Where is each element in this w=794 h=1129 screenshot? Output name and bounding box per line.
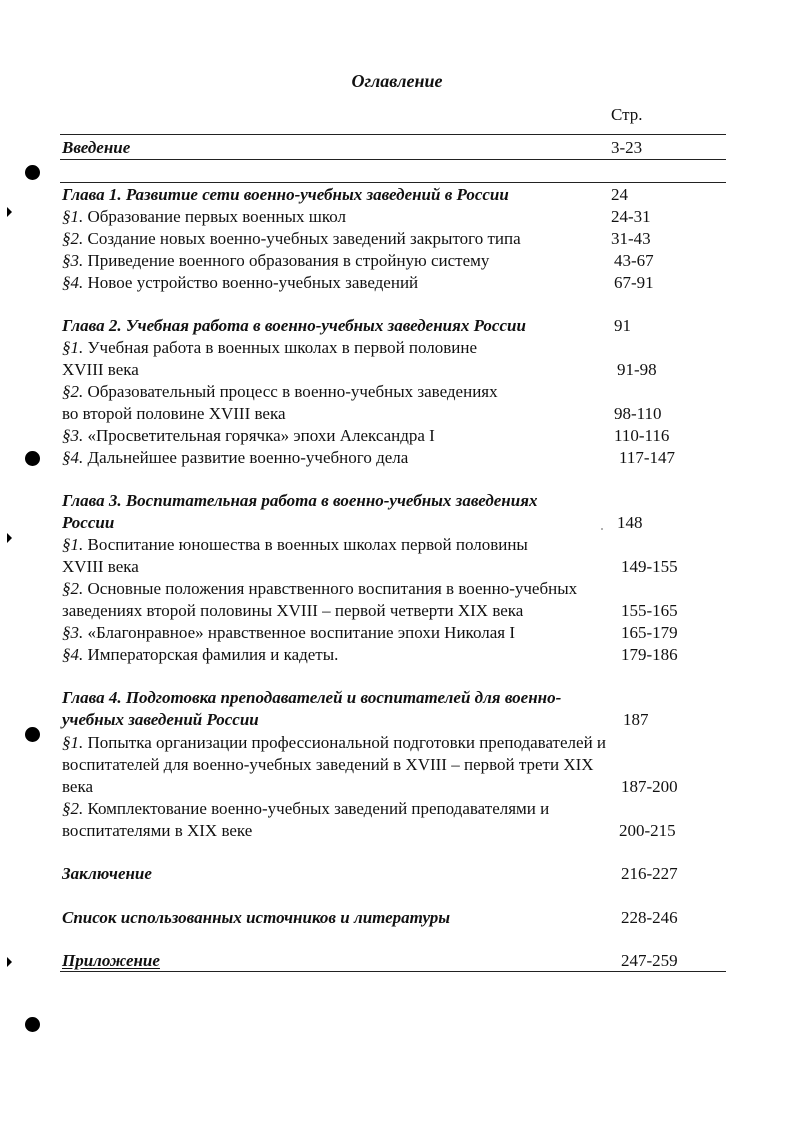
section-text: Комплектование военно-учебных заведений преподавателями и <box>87 799 550 818</box>
section-text: Образовательный процесс в военно-учебных заведениях <box>87 382 498 401</box>
section-text: Учебная работа в военных школах в первой половине <box>87 338 478 357</box>
section-symbol: §3. <box>62 251 84 270</box>
section-2-3 <box>62 426 435 446</box>
section-2-4-pages: 117-147 <box>619 448 676 467</box>
section-1-2 <box>62 229 521 249</box>
section-2-1-cont: XVIII века <box>62 360 139 379</box>
section-3-1-cont: XVIII века <box>62 557 139 576</box>
section-text: «Благонравное» нравственное воспитание эпохи Николая I <box>87 623 515 642</box>
punch-hole-mark <box>25 451 40 466</box>
chapter-4-title: Глава 4. Подготовка преподавателей и воспитателей для военно- <box>62 688 562 707</box>
section-symbol: §4. <box>62 273 84 292</box>
appendix-pages: 247-259 <box>621 951 678 970</box>
punch-hole-mark <box>25 727 40 742</box>
section-4-1-cont: воспитателей для военно-учебных заведений в XVIII – первой трети XIX <box>62 755 594 774</box>
intro-pages: 3-23 <box>611 138 643 157</box>
section-symbol: §3. <box>62 623 84 642</box>
chapter-2-title: Глава 2. Учебная работа в военно-учебных заведениях России <box>62 316 526 335</box>
section-text: «Просветительная горячка» эпохи Александра I <box>87 426 435 445</box>
section-4-2-cont: воспитателями в XIX веке <box>62 821 253 840</box>
sources-pages: 228-246 <box>621 908 678 927</box>
divider-mid-1 <box>60 159 726 160</box>
divider-mid-2 <box>60 182 726 183</box>
section-text: Дальнейшее развитие военно-учебного дела <box>87 448 409 467</box>
section-text: Основные положения нравственного воспитания в военно-учебных <box>87 579 578 598</box>
chapter-3-title: Глава 3. Воспитательная работа в военно-учебных заведениях <box>62 491 538 510</box>
chapter-1-title: Глава 1. Развитие сети военно-учебных заведений в России <box>62 185 509 204</box>
section-3-3 <box>62 623 515 643</box>
scan-speck <box>601 528 603 530</box>
section-4-1 <box>62 733 606 753</box>
sources-label: Список использованных источников и литературы <box>62 908 451 927</box>
conclusion-label: Заключение <box>62 864 152 883</box>
page-column-label: Стр. <box>611 105 643 124</box>
chapter-4-title-cont: учебных заведений России <box>62 710 259 729</box>
section-text: Создание новых военно-учебных заведений закрытого типа <box>87 229 521 248</box>
chapter-4-pages: 187 <box>623 710 649 729</box>
section-text: Императорская фамилия и кадеты. <box>87 645 339 664</box>
section-1-3 <box>62 251 489 271</box>
section-3-2-cont: заведениях второй половины XVIII – первой четверти XIX века <box>62 601 524 620</box>
divider-top <box>60 134 726 135</box>
punch-hole-mark <box>25 1017 40 1032</box>
section-4-1-pages: 187-200 <box>621 777 678 796</box>
section-2-2-cont: во второй половине XVIII века <box>62 404 286 423</box>
section-1-1 <box>62 207 346 227</box>
section-3-3-pages: 165-179 <box>621 623 678 642</box>
chapter-2-pages: 91 <box>614 316 631 335</box>
chapter-3-pages: 148 <box>617 513 643 532</box>
section-4-2 <box>62 799 549 819</box>
section-text: Попытка организации профессиональной подготовки преподавателей и <box>87 733 607 752</box>
section-2-1-pages: 91-98 <box>617 360 657 379</box>
section-3-2-pages: 155-165 <box>621 601 678 620</box>
section-text: Образование первых военных школ <box>87 207 347 226</box>
section-3-1 <box>62 535 528 555</box>
section-2-3-pages: 110-116 <box>614 426 670 445</box>
appendix-label: Приложение <box>62 951 160 970</box>
section-symbol: §4. <box>62 448 84 467</box>
section-3-2 <box>62 579 577 599</box>
chapter-1-pages: 24 <box>611 185 628 204</box>
section-symbol: §1. <box>62 207 84 226</box>
section-symbol: §4. <box>62 645 84 664</box>
chapter-3-title-cont: России <box>62 513 115 532</box>
section-3-4 <box>62 645 338 665</box>
conclusion-pages: 216-227 <box>621 864 678 883</box>
section-1-2-pages: 31-43 <box>611 229 651 248</box>
margin-arrow-mark <box>7 533 12 543</box>
toc-title: Оглавление <box>351 71 443 91</box>
punch-hole-mark <box>25 165 40 180</box>
section-3-4-pages: 179-186 <box>621 645 678 664</box>
section-text: Новое устройство военно-учебных заведений <box>87 273 419 292</box>
section-3-1-pages: 149-155 <box>621 557 678 576</box>
section-text: Воспитание юношества в военных школах первой половины <box>87 535 528 554</box>
section-symbol: §2. <box>62 229 84 248</box>
section-symbol: §2. <box>62 579 84 598</box>
section-1-3-pages: 43-67 <box>614 251 654 270</box>
section-2-4 <box>62 448 408 468</box>
section-symbol: §2. <box>62 382 84 401</box>
section-4-2-pages: 200-215 <box>619 821 676 840</box>
section-symbol: §3. <box>62 426 84 445</box>
section-symbol: §2. <box>62 799 84 818</box>
divider-bottom <box>60 971 726 972</box>
section-1-4-pages: 67-91 <box>614 273 654 292</box>
section-1-4 <box>62 273 418 293</box>
margin-arrow-mark <box>7 207 12 217</box>
intro-label: Введение <box>62 138 131 157</box>
section-2-1 <box>62 338 477 358</box>
section-1-1-pages: 24-31 <box>611 207 651 226</box>
section-4-1-cont-2: века <box>62 777 94 796</box>
margin-arrow-mark <box>7 957 12 967</box>
section-symbol: §1. <box>62 535 84 554</box>
section-text: Приведение военного образования в стройную систему <box>87 251 490 270</box>
section-symbol: §1. <box>62 733 84 752</box>
section-2-2-pages: 98-110 <box>614 404 662 423</box>
section-2-2 <box>62 382 498 402</box>
section-symbol: §1. <box>62 338 84 357</box>
